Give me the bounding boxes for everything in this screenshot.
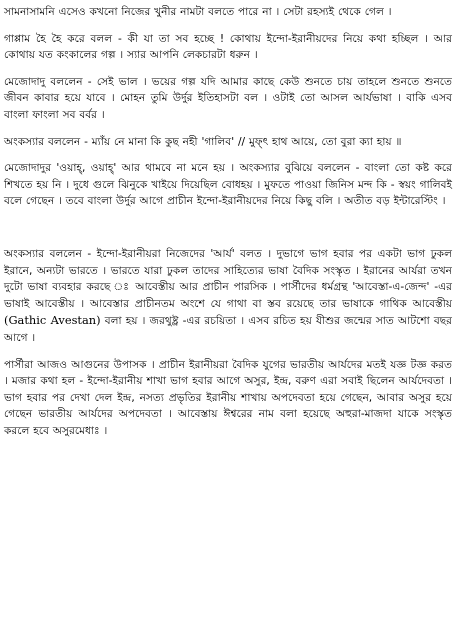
gathic-avestan-term: (Gathic Avestan) <box>4 313 101 328</box>
paragraph-1: সামনাসামনি এসেও কখনো নিজের খুনীর নামটা বলতে পারে না । সেটা রহস্যই থেকে গেল । <box>4 6 392 18</box>
paragraph-6-text: অংকস্যার বললেন - ইন্দো-ইরানীয়রা নিজেদের 'আর্য' বলত । দুভাগে ভাগ হবার পর একটা ভাগ ঢুকল ইরানে, অন্যটা ভারতে । ভারতে যারা ঢুকল তাদের সাহিত্যের ভাষা বৈদিক সংস্কৃত । ইরানের আর্যরা তখন দুটো ভাষা ব্যবহার করছে ঃ আবেস্তীয় আর প্রাচীন পারসিক । পার্সীদের ধর্মগ্রন্থ 'আবেস্তা-এ-জেন্দ' -এর ভাষাই আবেস্তীয় । আবেস্তার প্রাচীনতম অংশে যে গাথা বা স্তব রয়েছে তার ভাষাকে গাথিক আবেস্তীয় <box>4 247 452 310</box>
paragraph-3: মেজোদাদু বললেন - সেই ভাল । ভয়ের গল্প যদি আমার কাছে কেউ শুনতে চায় তাহলে শুনতে শুনতে জীবন কাবার হয়ে যাবে । মোহন তুমি উর্দুর ইতিহাসটা বল । ওটাই তো আসল আর্যভাষা । বাকি এসব বাংলা ফাংলা সব বর্বর । <box>4 75 452 121</box>
paragraph-7: পার্সীরা আজও আগুনের উপাসক । প্রাচীন ইরানীয়রা বৈদিক যুগের ভারতীয় আর্যদের মতই যজ্ঞ টজ্ঞ করত । মজার কথা হল - ইন্দো-ইরানীয় শাখা ভাগ হবার আগে অসুর, ইন্দ্র, বরুণ এরা সবাই ছিলেন আর্যদেবতা । ভাগ হবার পর দেখা দেল ইন্দ্র, নসত্য প্রভৃতির ইরানীয় শাখায় অপদেবতা হয়ে গেছেন, আবার অসুর হয়ে গেছেন ভারতীয় আর্যদের অপদেবতা । আবেস্তায় ঈশ্বরের নাম বলা হয়েছে অহুরা-মাজদা যাকে সংস্কৃত করলে হবে অসুরমেধাঃ । <box>4 358 452 437</box>
paragraph-6-tail: বলা হয় । জরথুষ্ট্র -এর রচয়িতা । এসব রচিত হয় যীশুর জন্মের সাত আটশো বছর আগে । <box>4 315 452 344</box>
paragraph-2: গাপ্পাম হৈ হৈ করে বলল - কী যা তা সব হচ্ছে ! কোথায় ইন্দো-ইরানীয়দের নিয়ে কথা হচ্ছিল । আর কোথায় যত কংকালের গল্প । স্যার আপনি লেকচারটা ধরুন । <box>4 32 452 62</box>
paragraph-6 <box>4 246 452 347</box>
paragraph-5: মেজোদাদুর 'ওয়াহ্‌, ওয়াহ্‌' আর থামবে না মনে হয় । অংকস্যার বুঝিয়ে বললেন - বাংলা তো কষ্ট করে শিখতে হয় নি । দুধে গুলে ঝিনুকে খাইয়ে দিয়েছিল বোধহয় । মুফতে পাওয়া জিনিস মন্দ কি - স্বয়ং গালিবই বলে গেছেন । তবে বাংলা উর্দুর আগে প্রাচীন ইন্দো-ইরানীয়দের নিয়ে কিছু বলি । অতীত বড় ইন্টারেস্টিং । <box>4 162 452 208</box>
paragraph-4: অংকস্যার বললেন - ম্যাঁয় নে মানা কি কুছ নহী 'গালিব' // মুফ্‌ৎ হাথ আয়ে, তো বুরা ক্যা হায় ॥ <box>4 135 402 148</box>
